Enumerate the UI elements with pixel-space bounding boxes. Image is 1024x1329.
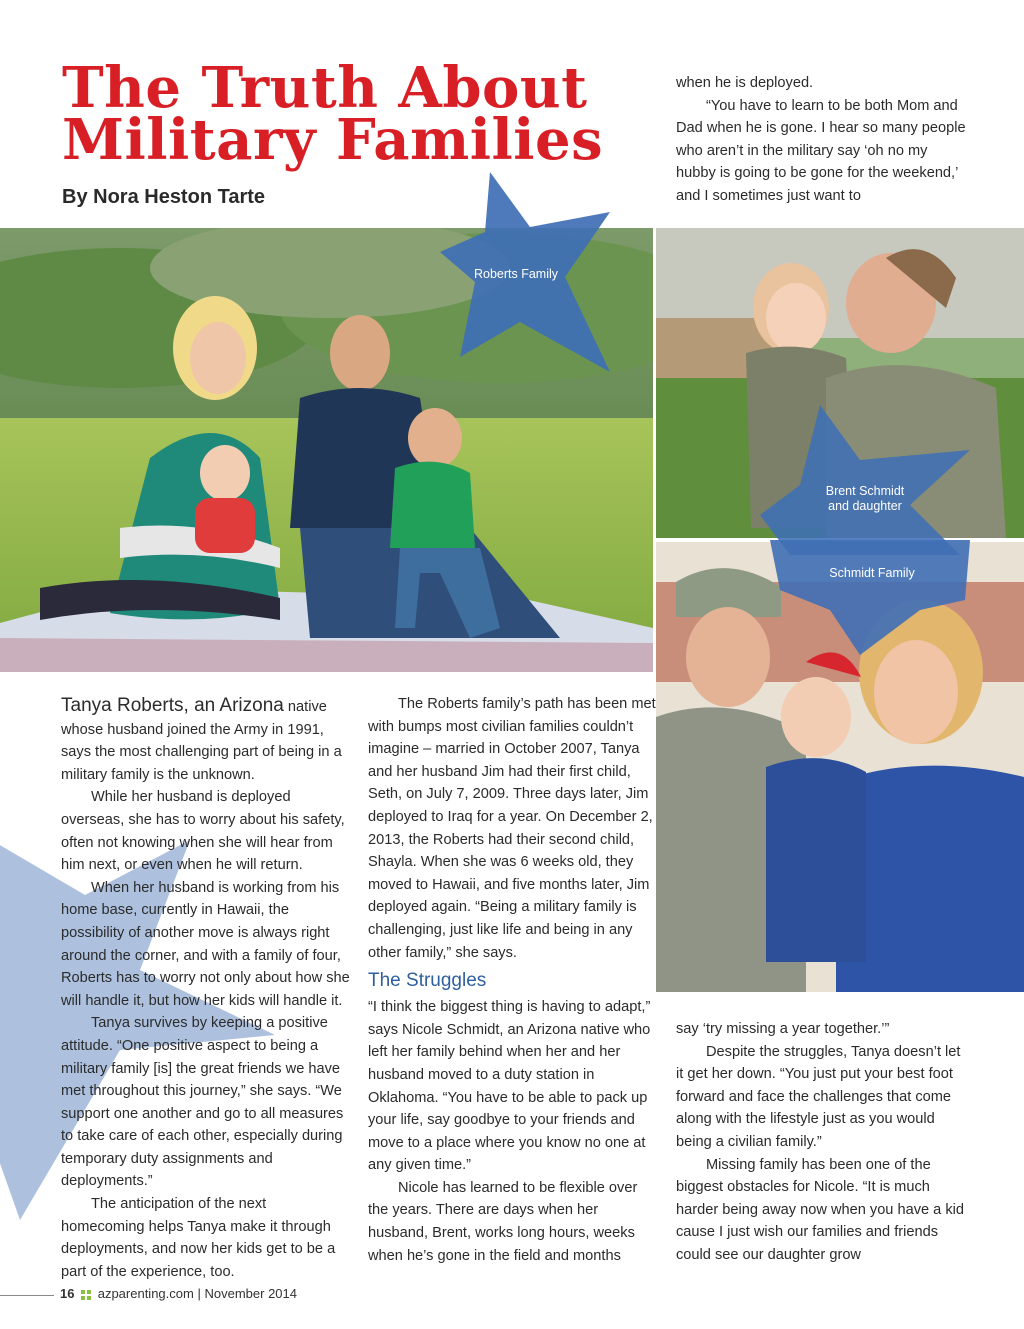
roberts-family-caption: Roberts Family [473, 267, 559, 281]
page-number: 16 [60, 1286, 75, 1301]
article-column-1 [61, 695, 351, 1283]
page-footer [60, 1286, 297, 1301]
paragraph: Tanya survives by keeping a positive attitude. “One positive aspect to being a military family [is] the great friends we have met throughout this journey,” she says. “We support one another and go to all measures to take care of each other, especially during temporary duty assignments and deployments.” [61, 1015, 344, 1190]
paragraph: When her husband is working from his home base, currently in Hawaii, the possibility of another move is always right around the corner, and with a family of four, Roberts has to worry not only about how she will handle it, but how her kids will handle it. [61, 879, 350, 1009]
paragraph: Despite the struggles, Tanya doesn’t let it get her down. “You just put your best foot forward and face the challenges that come along with the lifestyle just as you would being a civilian family.” [676, 1043, 961, 1150]
caption-star-schmidt [770, 540, 980, 655]
caption-star-brent [760, 405, 990, 555]
paragraph: The anticipation of the next homecoming helps Tanya make it through deployments, and now her kids get to be a part of the experience, too. [61, 1196, 336, 1280]
issue-date: November 2014 [204, 1286, 297, 1301]
footer-separator: | [197, 1286, 201, 1301]
lead-paragraph [61, 695, 351, 786]
title-line-1: The Truth About [62, 55, 588, 121]
brent-schmidt-caption [800, 484, 930, 514]
paragraph: when he is deployed. [676, 75, 814, 91]
brent-caption-line-1: Brent Schmidt [825, 484, 905, 498]
footer-rule [0, 1295, 54, 1296]
grid-dots-icon [81, 1290, 91, 1300]
brent-caption-line-2: and daughter [828, 499, 902, 513]
paragraph: “You have to learn to be both Mom and Dad when he is gone. I hear so many people who aren’t in the military say ‘oh no my hubby is going to be gone for the weekend,’ and I sometimes just want to [676, 97, 966, 204]
title-line-2: Military Families [62, 107, 604, 173]
byline: By Nora Heston Tarte [62, 186, 266, 208]
schmidt-family-caption: Schmidt Family [829, 566, 915, 580]
site-name: azparenting.com [97, 1286, 194, 1301]
article-column-3 [676, 1018, 966, 1267]
paragraph: say ‘try missing a year together.’” [676, 1021, 890, 1037]
article-title [62, 55, 622, 173]
paragraph: The Roberts family’s path has been met with bumps most civilian families couldn’t imagine – married in October 2007, Tanya and her husband Jim had their first child, Seth, on July 7, 2009. Three days later, Jim deployed to Iraq for a year. On December 2, 2013, the Roberts had their second child, Shayla. When she was 6 weeks old, they moved to Hawaii, and five months later, Jim deployed again. “Being a military family is challenging, just like life and being in any other family,” she says. [368, 696, 656, 961]
paragraph: “I think the biggest thing is having to adapt,” says Nicole Schmidt, an Arizona native who left her family behind when her and her husband moved to a duty station in Oklahoma. “You have to be able to pack up your life, say goodbye to your friends and move to a place where you know no one at any given time.” [368, 999, 651, 1174]
top-right-column [676, 72, 966, 208]
section-heading: The Struggles [368, 970, 487, 992]
paragraph: While her husband is deployed overseas, she has to worry about his safety, often not knowing when she will hear from him next, or even when he will return. [61, 789, 345, 874]
paragraph: Missing family has been one of the biggest obstacles for Nicole. “It is much harder being away now when you have a kid cause I just wish our families and friends could see our daughter grow [676, 1156, 965, 1263]
lead-paragraph-text: native whose husband joined the Army in 1991, says the most challenging part of being in a military family is the unknown. [61, 699, 342, 783]
article-column-2 [368, 693, 658, 1267]
lead-in-text: Tanya Roberts, an Arizona [61, 695, 284, 716]
paragraph: Nicole has learned to be flexible over the years. There are days when her husband, Brent, works long hours, weeks when he’s gone in the field and months [368, 1179, 638, 1264]
